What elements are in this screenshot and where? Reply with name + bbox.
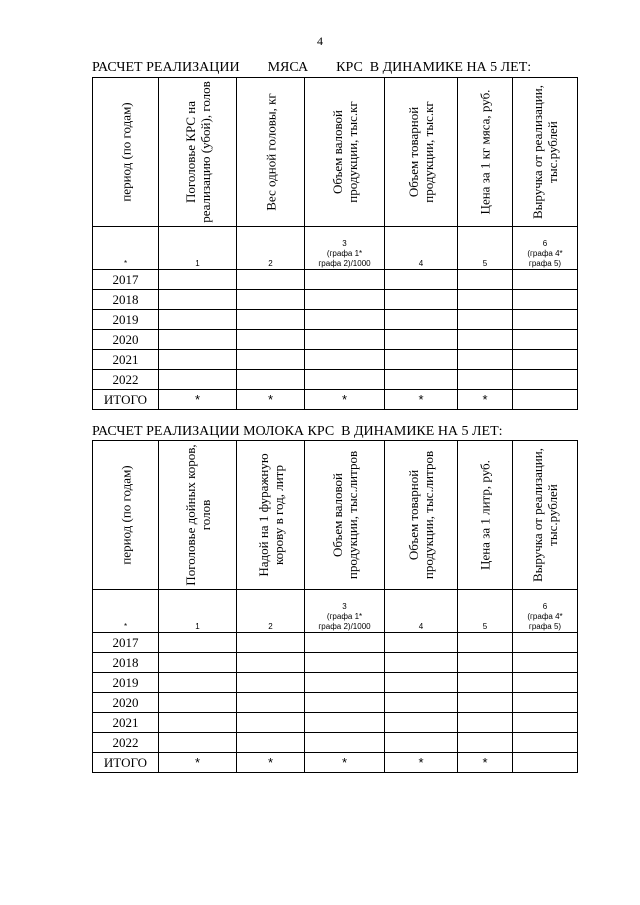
total-label: ИТОГО (93, 753, 159, 773)
empty-cell (237, 310, 305, 330)
empty-cell (513, 653, 578, 673)
column-number-cell: 2 (237, 590, 305, 633)
empty-cell (159, 290, 237, 310)
column-header (305, 78, 385, 227)
empty-cell (237, 270, 305, 290)
empty-cell (305, 733, 385, 753)
empty-cell (305, 693, 385, 713)
column-number-cell: 2 (237, 227, 305, 270)
column-header-label: Поголовье КРС на реализацию (убой), голов (182, 81, 213, 223)
empty-cell (385, 370, 458, 390)
empty-cell (513, 733, 578, 753)
column-header-label: Объем товарной продукции, тыс.кг (406, 101, 436, 203)
column-header (93, 78, 159, 227)
empty-cell (513, 270, 578, 290)
year-cell: 2017 (93, 270, 159, 290)
empty-cell (305, 330, 385, 350)
column-number-cell: * (93, 227, 159, 270)
total-cell: * (305, 753, 385, 773)
year-cell: 2018 (93, 290, 159, 310)
total-cell: * (159, 390, 237, 410)
empty-cell (237, 673, 305, 693)
table-row (93, 350, 578, 370)
column-header (513, 441, 578, 590)
column-number-cell: 3 (графа 1* графа 2)/1000 (305, 227, 385, 270)
empty-cell (458, 310, 513, 330)
empty-cell (458, 653, 513, 673)
empty-cell (385, 270, 458, 290)
column-number-cell: 4 (385, 590, 458, 633)
column-number-cell: 6 (графа 4* графа 5) (513, 227, 578, 270)
empty-cell (159, 633, 237, 653)
empty-cell (385, 693, 458, 713)
table-row (93, 370, 578, 390)
empty-cell (458, 733, 513, 753)
empty-cell (385, 713, 458, 733)
empty-cell (458, 330, 513, 350)
empty-cell (385, 290, 458, 310)
milk-table-title: РАСЧЕТ РЕАЛИЗАЦИИ МОЛОКА КРС В ДИНАМИКЕ НА 5 ЛЕТ: (92, 424, 503, 439)
table-row (93, 693, 578, 713)
empty-cell (385, 350, 458, 370)
empty-cell (237, 653, 305, 673)
page-number: 4 (317, 34, 323, 48)
column-header (458, 78, 513, 227)
empty-cell (385, 733, 458, 753)
column-header-label: период (по годам) (118, 465, 133, 565)
empty-cell (305, 370, 385, 390)
empty-cell (159, 310, 237, 330)
column-header (385, 441, 458, 590)
column-header (159, 78, 237, 227)
table-row (93, 290, 578, 310)
empty-cell (385, 633, 458, 653)
column-header (159, 441, 237, 590)
total-label: ИТОГО (93, 390, 159, 410)
table-row (93, 653, 578, 673)
empty-cell (513, 330, 578, 350)
column-header-label: Надой на 1 фуражную корову в год, литр (255, 453, 286, 577)
column-header (237, 441, 305, 590)
column-number-row (93, 590, 578, 633)
column-header-label: Выручка от реализации, тыс.рублей (530, 448, 560, 582)
total-cell: * (385, 390, 458, 410)
column-number-cell: 5 (458, 590, 513, 633)
empty-cell (458, 370, 513, 390)
milk-sales-table (92, 440, 578, 773)
column-header (237, 78, 305, 227)
total-cell: * (159, 753, 237, 773)
empty-cell (513, 310, 578, 330)
empty-cell (237, 733, 305, 753)
column-header (385, 78, 458, 227)
column-number-cell: 5 (458, 227, 513, 270)
empty-cell (237, 370, 305, 390)
empty-cell (305, 290, 385, 310)
column-number-row (93, 227, 578, 270)
empty-cell (458, 633, 513, 653)
header-row (93, 441, 578, 590)
empty-cell (385, 653, 458, 673)
column-number-cell: * (93, 590, 159, 633)
empty-cell (237, 693, 305, 713)
total-cell: * (385, 753, 458, 773)
year-cell: 2019 (93, 673, 159, 693)
column-header-label: Вес одной головы, кг (263, 93, 278, 211)
empty-cell (513, 633, 578, 653)
empty-cell (159, 370, 237, 390)
column-header-label: Объем валовой продукции, тыс.литров (329, 450, 360, 580)
table-row (93, 733, 578, 753)
column-header (305, 441, 385, 590)
column-number-cell: 6 (графа 4* графа 5) (513, 590, 578, 633)
column-header-label: Объем товарной продукции, тыс.литров (406, 450, 436, 580)
column-header-label: Поголовье дойных коров, голов (182, 444, 213, 586)
total-cell: * (237, 390, 305, 410)
empty-cell (513, 370, 578, 390)
column-number-cell: 4 (385, 227, 458, 270)
empty-cell (513, 673, 578, 693)
empty-cell (458, 673, 513, 693)
empty-cell (159, 713, 237, 733)
table-row (93, 310, 578, 330)
total-row (93, 753, 578, 773)
table-row (93, 673, 578, 693)
empty-cell (159, 693, 237, 713)
column-header (458, 441, 513, 590)
year-cell: 2020 (93, 330, 159, 350)
year-cell: 2022 (93, 733, 159, 753)
empty-cell (513, 693, 578, 713)
year-cell: 2021 (93, 350, 159, 370)
table-row (93, 713, 578, 733)
table-row (93, 633, 578, 653)
empty-cell (237, 290, 305, 310)
empty-cell (159, 270, 237, 290)
empty-cell (159, 673, 237, 693)
column-header-label: Цена за 1 литр, руб. (477, 460, 493, 570)
total-cell (513, 390, 578, 410)
empty-cell (159, 330, 237, 350)
column-header (93, 441, 159, 590)
empty-cell (385, 330, 458, 350)
total-row (93, 390, 578, 410)
column-header (513, 78, 578, 227)
empty-cell (305, 633, 385, 653)
empty-cell (305, 713, 385, 733)
empty-cell (513, 350, 578, 370)
column-number-cell: 3 (графа 1* графа 2)/1000 (305, 590, 385, 633)
empty-cell (237, 350, 305, 370)
meat-table-title: РАСЧЕТ РЕАЛИЗАЦИИ МЯСА КРС В ДИНАМИКЕ НА 5 ЛЕТ: (92, 60, 532, 75)
empty-cell (305, 673, 385, 693)
year-cell: 2018 (93, 653, 159, 673)
empty-cell (458, 713, 513, 733)
column-header-label: Объем валовой продукции, тыс.кг (329, 101, 360, 203)
empty-cell (305, 270, 385, 290)
column-number-cell: 1 (159, 590, 237, 633)
empty-cell (385, 310, 458, 330)
empty-cell (513, 290, 578, 310)
empty-cell (159, 653, 237, 673)
empty-cell (237, 713, 305, 733)
empty-cell (305, 350, 385, 370)
column-number-cell: 1 (159, 227, 237, 270)
year-cell: 2019 (93, 310, 159, 330)
empty-cell (458, 270, 513, 290)
total-cell: * (237, 753, 305, 773)
empty-cell (159, 350, 237, 370)
column-header-label: Выручка от реализации, тыс.рублей (530, 85, 560, 219)
header-row (93, 78, 578, 227)
empty-cell (458, 350, 513, 370)
empty-cell (237, 330, 305, 350)
empty-cell (513, 713, 578, 733)
year-cell: 2020 (93, 693, 159, 713)
meat-sales-table (92, 77, 578, 410)
empty-cell (305, 653, 385, 673)
year-cell: 2021 (93, 713, 159, 733)
year-cell: 2022 (93, 370, 159, 390)
total-cell: * (458, 753, 513, 773)
total-cell: * (305, 390, 385, 410)
table-row (93, 330, 578, 350)
column-header-label: Цена за 1 кг мяса, руб. (477, 89, 493, 215)
empty-cell (385, 673, 458, 693)
table-row (93, 270, 578, 290)
total-cell (513, 753, 578, 773)
column-header-label: период (по годам) (118, 102, 133, 202)
total-cell: * (458, 390, 513, 410)
empty-cell (305, 310, 385, 330)
empty-cell (159, 733, 237, 753)
empty-cell (237, 633, 305, 653)
empty-cell (458, 290, 513, 310)
empty-cell (458, 693, 513, 713)
year-cell: 2017 (93, 633, 159, 653)
